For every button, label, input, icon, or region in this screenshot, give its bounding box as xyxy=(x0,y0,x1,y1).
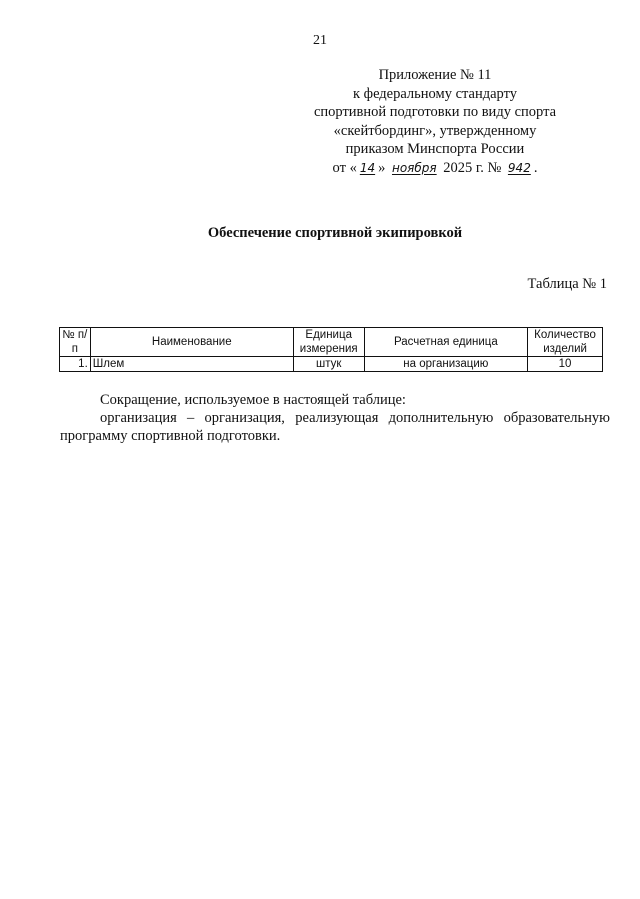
cell-name: Шлем xyxy=(90,357,293,372)
table-label: Таблица № 1 xyxy=(527,276,607,292)
appendix-line-3: спортивной подготовки по виду спорта xyxy=(313,104,557,120)
appendix-line-2: к федеральному стандарту xyxy=(353,85,517,102)
date-suffix: . xyxy=(533,159,538,176)
header-unit: Единица измерения xyxy=(293,328,364,357)
equipment-table xyxy=(59,327,603,372)
appendix-line-4: «скейтбординг», утвержденному xyxy=(333,122,537,139)
appendix-block xyxy=(285,66,585,177)
date-prefix: от « xyxy=(332,159,357,176)
table-header-row xyxy=(60,328,603,357)
cell-unit: штук xyxy=(293,357,364,372)
cell-calc-unit: на организацию xyxy=(364,357,527,372)
date-day-handwritten: 14 xyxy=(359,160,376,175)
header-quantity: Количество изделий xyxy=(528,328,603,357)
page-number: 21 xyxy=(313,33,327,48)
date-year: 2025 г. № xyxy=(443,159,502,176)
header-calc-unit: Расчетная единица xyxy=(364,328,527,357)
abbreviation-note xyxy=(60,391,610,445)
note-heading: Сокращение, используемое в настоящей таблице: xyxy=(100,392,406,408)
appendix-date-line xyxy=(285,159,585,178)
appendix-line-5: приказом Минспорта России xyxy=(345,141,525,157)
cell-quantity: 10 xyxy=(528,357,603,372)
order-number-handwritten: 942 xyxy=(507,160,531,175)
date-mid: » xyxy=(378,159,386,176)
cell-number: 1. xyxy=(60,357,91,372)
note-text: организация – организация, реализующая дополнительную образовательную программу спортивной подготовки. xyxy=(60,410,610,444)
header-name: Наименование xyxy=(90,328,293,357)
date-month-handwritten: ноября xyxy=(391,160,437,175)
header-number: № п/п xyxy=(60,328,91,357)
document-title: Обеспечение спортивной экипировкой xyxy=(207,225,463,241)
table-row xyxy=(60,357,603,372)
appendix-line-1: Приложение № 11 xyxy=(378,67,492,83)
